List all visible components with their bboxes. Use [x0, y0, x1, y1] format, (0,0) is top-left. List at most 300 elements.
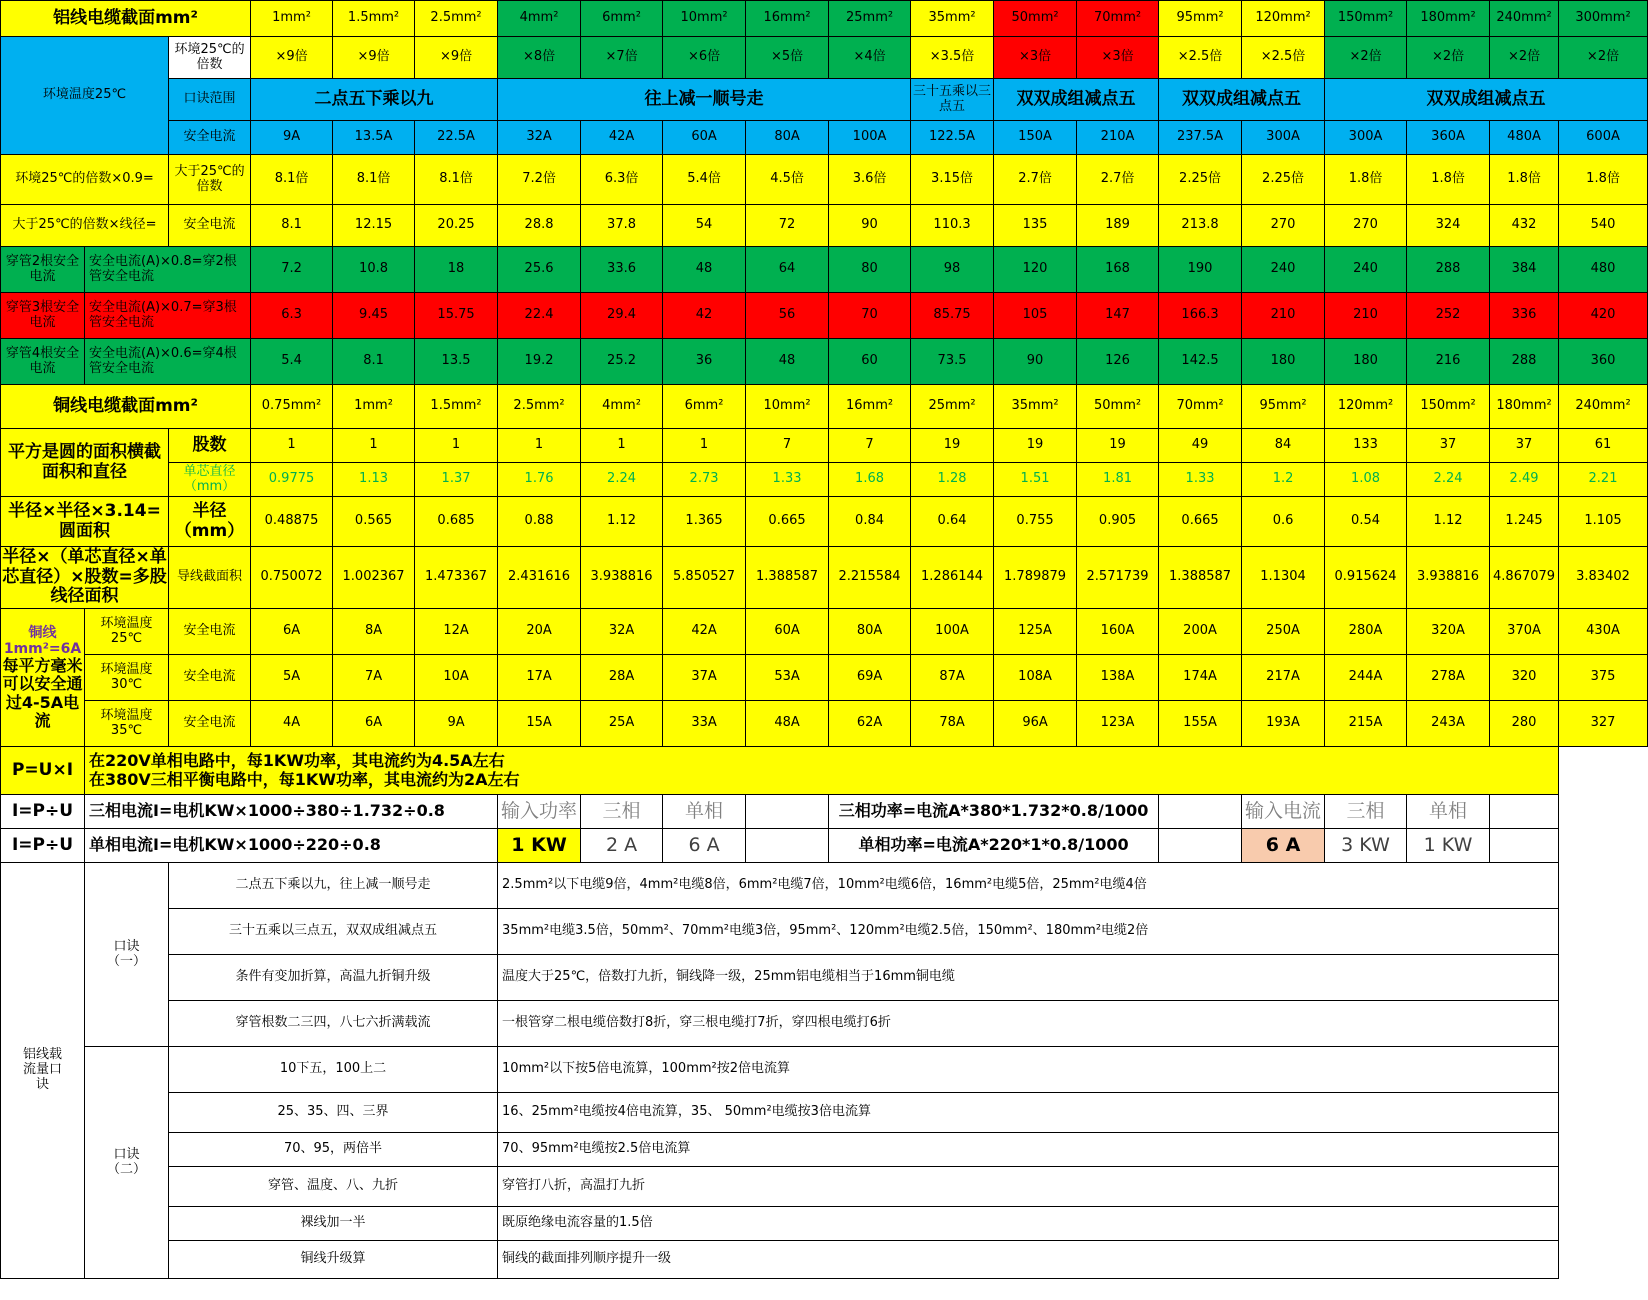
table-row	[1, 609, 1648, 655]
value-cell: 10A	[415, 655, 498, 701]
value-cell: 0.755	[994, 497, 1077, 547]
blank-cell	[1490, 829, 1559, 863]
pipe-row-label: 穿管2根安全电流	[1, 247, 85, 293]
value-cell: 7	[829, 429, 911, 463]
mult-cell: ×3倍	[1077, 37, 1159, 79]
value-cell: 5.850527	[663, 547, 746, 609]
value-cell: 180	[1242, 339, 1325, 385]
safe-current-cell: 360A	[1407, 121, 1490, 155]
value-cell: 48	[663, 247, 746, 293]
table-row	[1, 701, 1648, 747]
alu-size-cell: 6mm²	[581, 1, 663, 37]
value-cell: 84	[1242, 429, 1325, 463]
value-cell: 174A	[1159, 655, 1242, 701]
single-phase-label: 单相	[1407, 795, 1490, 829]
value-cell: 1.81	[1077, 463, 1159, 497]
value-cell: 62A	[829, 701, 911, 747]
value-cell: 90	[829, 205, 911, 247]
safe-current-cell: 32A	[498, 121, 581, 155]
value-cell: 189	[1077, 205, 1159, 247]
alu-size-cell: 4mm²	[498, 1, 581, 37]
row-sublabel: 安全电流	[169, 205, 251, 247]
blank-cell	[1159, 829, 1242, 863]
rhyme-range: 三十五乘以三点五	[911, 79, 994, 121]
cu-size-cell: 35mm²	[994, 385, 1077, 429]
value-cell: 432	[1490, 205, 1559, 247]
value-cell: 240	[1325, 247, 1407, 293]
value-cell: 36	[663, 339, 746, 385]
value-cell: 3.938816	[581, 547, 663, 609]
value-cell: 160A	[1077, 609, 1159, 655]
value-cell: 336	[1490, 293, 1559, 339]
table-row	[1, 463, 1648, 497]
table-row	[1, 1093, 1648, 1133]
area-label: 平方是圆的面积横截面积和直径	[1, 429, 169, 497]
safe-current-cell: 60A	[663, 121, 746, 155]
value-cell: 147	[1077, 293, 1159, 339]
three-phase-power-formula: 三相功率=电流A*380*1.732*0.8/1000	[829, 795, 1159, 829]
table-row	[1, 121, 1648, 155]
value-cell: 18	[415, 247, 498, 293]
value-cell: 2.24	[581, 463, 663, 497]
value-cell: 133	[1325, 429, 1407, 463]
value-cell: 19.2	[498, 339, 581, 385]
safe-current-cell: 22.5A	[415, 121, 498, 155]
cu-header-label: 铜线电缆截面mm²	[1, 385, 251, 429]
input-current-label: 输入电流	[1242, 795, 1325, 829]
value-cell: 2.49	[1490, 463, 1559, 497]
three-phase-label: 三相	[581, 795, 663, 829]
alu-size-cell: 16mm²	[746, 1, 829, 37]
rhyme-explanation: 16、25mm²电缆按4倍电流算，35、 50mm²电缆按3倍电流算	[498, 1093, 1559, 1133]
table-row	[1, 205, 1648, 247]
value-cell: 80	[829, 247, 911, 293]
table-row	[1, 909, 1648, 955]
blank-cell	[746, 829, 829, 863]
power-line-2: 在380V三相平衡电路中，每1KW功率，其电流约为2A左右	[89, 769, 520, 789]
alu-size-cell: 25mm²	[829, 1, 911, 37]
row-label: 环境25℃的倍数×0.9=	[1, 155, 169, 205]
value-cell: 6.3	[251, 293, 333, 339]
value-cell: 54	[663, 205, 746, 247]
cu-size-cell: 180mm²	[1490, 385, 1559, 429]
strands-label: 股数	[169, 429, 251, 463]
diameter-label: 单芯直径（mm）	[169, 463, 251, 497]
value-cell: 33.6	[581, 247, 663, 293]
table-row	[1, 863, 1648, 909]
single-phase-kw-result: 1 KW	[1407, 829, 1490, 863]
value-cell: 135	[994, 205, 1077, 247]
mult-cell: ×9倍	[333, 37, 415, 79]
cu-size-cell: 150mm²	[1407, 385, 1490, 429]
power-notes	[85, 747, 1559, 795]
cu-size-cell: 1.5mm²	[415, 385, 498, 429]
rhyme-key: 三十五乘以三点五，双双成组减点五	[169, 909, 498, 955]
value-cell: 72	[746, 205, 829, 247]
value-cell: 210	[1242, 293, 1325, 339]
value-cell: 0.84	[829, 497, 911, 547]
value-cell: 19	[911, 429, 994, 463]
table-row	[1, 429, 1648, 463]
rhyme-key: 铜线升级算	[169, 1241, 498, 1279]
table-row	[1, 795, 1648, 829]
value-cell: 370A	[1490, 609, 1559, 655]
value-cell: 142.5	[1159, 339, 1242, 385]
pipe-row-formula: 安全电流(A)×0.7=穿3根管安全电流	[85, 293, 251, 339]
value-cell: 250A	[1242, 609, 1325, 655]
cu-size-cell: 70mm²	[1159, 385, 1242, 429]
value-cell: 200A	[1159, 609, 1242, 655]
cu-size-cell: 240mm²	[1559, 385, 1648, 429]
rhyme-key: 70、95，两倍半	[169, 1133, 498, 1167]
value-cell: 2.25倍	[1159, 155, 1242, 205]
value-cell: 2.7倍	[994, 155, 1077, 205]
blank-cell	[1159, 795, 1242, 829]
value-cell: 2.21	[1559, 463, 1648, 497]
mult-cell: ×2倍	[1325, 37, 1407, 79]
value-cell: 252	[1407, 293, 1490, 339]
safe-current-cell: 100A	[829, 121, 911, 155]
value-cell: 168	[1077, 247, 1159, 293]
value-cell: 28A	[581, 655, 663, 701]
value-cell: 48A	[746, 701, 829, 747]
value-cell: 0.665	[746, 497, 829, 547]
value-cell: 280	[1490, 701, 1559, 747]
value-cell: 70	[829, 293, 911, 339]
rhyme-key: 裸线加一半	[169, 1207, 498, 1241]
rhyme-explanation: 一根管穿二根电缆倍数打8折，穿三根电缆打7折，穿四根电缆打6折	[498, 1001, 1559, 1047]
value-cell: 288	[1490, 339, 1559, 385]
value-cell: 280A	[1325, 609, 1407, 655]
table-row	[1, 547, 1648, 609]
cu-size-cell: 2.5mm²	[498, 385, 581, 429]
value-cell: 5.4倍	[663, 155, 746, 205]
value-cell: 243A	[1407, 701, 1490, 747]
value-cell: 180	[1325, 339, 1407, 385]
alu-size-cell: 180mm²	[1407, 1, 1490, 37]
blank-cell	[1490, 795, 1559, 829]
table-row	[1, 747, 1648, 795]
value-cell: 29.4	[581, 293, 663, 339]
value-cell: 1.13	[333, 463, 415, 497]
value-cell: 25.6	[498, 247, 581, 293]
value-cell: 1	[333, 429, 415, 463]
value-cell: 244A	[1325, 655, 1407, 701]
alu-size-cell: 300mm²	[1559, 1, 1648, 37]
table-row	[1, 339, 1648, 385]
note-a: 铜线1mm²=6A	[3, 624, 82, 657]
value-cell: 1.365	[663, 497, 746, 547]
value-cell: 1.37	[415, 463, 498, 497]
value-cell: 1.12	[581, 497, 663, 547]
value-cell: 3.83402	[1559, 547, 1648, 609]
cu-size-cell: 0.75mm²	[251, 385, 333, 429]
value-cell: 1.245	[1490, 497, 1559, 547]
value-cell: 270	[1325, 205, 1407, 247]
value-cell: 15.75	[415, 293, 498, 339]
alu-size-cell: 2.5mm²	[415, 1, 498, 37]
single-phase-current-formula: 单相电流I=电机KW×1000÷220÷0.8	[85, 829, 498, 863]
value-cell: 324	[1407, 205, 1490, 247]
pui-formula: P=U×I	[1, 747, 85, 795]
value-cell: 2.24	[1407, 463, 1490, 497]
pipe-row-label: 穿管4根安全电流	[1, 339, 85, 385]
value-cell: 3.15倍	[911, 155, 994, 205]
value-cell: 60	[829, 339, 911, 385]
value-cell: 8.1	[333, 339, 415, 385]
rhyme-explanation: 铜线的截面排列顺序提升一级	[498, 1241, 1559, 1279]
table-row	[1, 1133, 1648, 1167]
mult-cell: ×3.5倍	[911, 37, 994, 79]
value-cell: 1.1304	[1242, 547, 1325, 609]
value-cell: 1.51	[994, 463, 1077, 497]
value-cell: 61	[1559, 429, 1648, 463]
rhyme-key: 10下五，100上二	[169, 1047, 498, 1093]
three-phase-current-formula: 三相电流I=电机KW×1000÷380÷1.732÷0.8	[85, 795, 498, 829]
pipe-row-formula: 安全电流(A)×0.6=穿4根管安全电流	[85, 339, 251, 385]
value-cell: 15A	[498, 701, 581, 747]
mult-cell: ×6倍	[663, 37, 746, 79]
mult-cell: ×2倍	[1559, 37, 1648, 79]
value-cell: 430A	[1559, 609, 1648, 655]
value-cell: 1.789879	[994, 547, 1077, 609]
value-cell: 4.5倍	[746, 155, 829, 205]
safe-current-cell: 122.5A	[911, 121, 994, 155]
value-cell: 1.388587	[746, 547, 829, 609]
mult-cell: ×3倍	[994, 37, 1077, 79]
value-cell: 1	[415, 429, 498, 463]
safe-current-cell: 237.5A	[1159, 121, 1242, 155]
mult-cell: ×2倍	[1407, 37, 1490, 79]
value-cell: 1	[498, 429, 581, 463]
rhyme-explanation: 70、95mm²电缆按2.5倍电流算	[498, 1133, 1559, 1167]
value-cell: 13.5	[415, 339, 498, 385]
value-cell: 126	[1077, 339, 1159, 385]
temp-label: 环境温度30℃	[85, 655, 169, 701]
alu-header-label: 铝线电缆截面mm²	[1, 1, 251, 37]
value-cell: 420	[1559, 293, 1648, 339]
rhyme-explanation: 穿管打八折，高温打九折	[498, 1167, 1559, 1207]
rhyme-range: 往上减一顺号走	[498, 79, 911, 121]
cu-size-cell: 4mm²	[581, 385, 663, 429]
single-phase-power-formula: 单相功率=电流A*220*1*0.8/1000	[829, 829, 1159, 863]
value-cell: 108A	[994, 655, 1077, 701]
table-row	[1, 1001, 1648, 1047]
pipe-row-label: 穿管3根安全电流	[1, 293, 85, 339]
rhyme-explanation: 温度大于25℃，倍数打九折，铜线降一级，25mm铝电缆相当于16mm铜电缆	[498, 955, 1559, 1001]
value-cell: 217A	[1242, 655, 1325, 701]
value-cell: 10.8	[333, 247, 415, 293]
input-power-label: 输入功率	[498, 795, 581, 829]
note-b: 每平方毫米可以安全通过4-5A电流	[2, 655, 83, 730]
value-cell: 480	[1559, 247, 1648, 293]
alu-size-cell: 150mm²	[1325, 1, 1407, 37]
table-row	[1, 247, 1648, 293]
value-cell: 37	[1490, 429, 1559, 463]
value-cell: 1.8倍	[1559, 155, 1648, 205]
value-cell: 4.867079	[1490, 547, 1559, 609]
value-cell: 8.1	[251, 205, 333, 247]
value-cell: 12.15	[333, 205, 415, 247]
value-cell: 8.1倍	[415, 155, 498, 205]
current-input-field[interactable]: 6 A	[1242, 829, 1325, 863]
value-cell: 17A	[498, 655, 581, 701]
table-row	[1, 155, 1648, 205]
value-cell: 1	[581, 429, 663, 463]
value-cell: 78A	[911, 701, 994, 747]
alu-size-cell: 10mm²	[663, 1, 746, 37]
safe-current-cell: 480A	[1490, 121, 1559, 155]
value-cell: 3.6倍	[829, 155, 911, 205]
value-cell: 8A	[333, 609, 415, 655]
value-cell: 25A	[581, 701, 663, 747]
value-cell: 9.45	[333, 293, 415, 339]
mult-cell: ×2.5倍	[1159, 37, 1242, 79]
mult-cell: ×9倍	[251, 37, 333, 79]
value-cell: 42	[663, 293, 746, 339]
value-cell: 87A	[911, 655, 994, 701]
value-cell: 1.388587	[1159, 547, 1242, 609]
cu-size-cell: 25mm²	[911, 385, 994, 429]
value-cell: 19	[994, 429, 1077, 463]
table-row	[1, 655, 1648, 701]
value-cell: 6.3倍	[581, 155, 663, 205]
value-cell: 193A	[1242, 701, 1325, 747]
rhyme-range: 双双成组减点五	[1159, 79, 1325, 121]
table-row	[1, 1, 1648, 37]
value-cell: 25.2	[581, 339, 663, 385]
value-cell: 1.8倍	[1490, 155, 1559, 205]
cu-size-cell: 10mm²	[746, 385, 829, 429]
rhyme-range: 双双成组减点五	[994, 79, 1159, 121]
copper-note	[1, 609, 85, 747]
alu-size-cell: 1.5mm²	[333, 1, 415, 37]
mult-cell: ×9倍	[415, 37, 498, 79]
value-cell: 288	[1407, 247, 1490, 293]
table-row	[1, 37, 1648, 79]
mult-cell: ×8倍	[498, 37, 581, 79]
mult-label: 环境25℃的倍数	[169, 37, 251, 79]
safe-current-cell: 300A	[1325, 121, 1407, 155]
value-cell: 5A	[251, 655, 333, 701]
value-cell: 1.473367	[415, 547, 498, 609]
value-cell: 240	[1242, 247, 1325, 293]
value-cell: 1.105	[1559, 497, 1648, 547]
value-cell: 1.28	[911, 463, 994, 497]
alu-size-cell: 70mm²	[1077, 1, 1159, 37]
rhyme-range-label: 口诀范围	[169, 79, 251, 121]
safe-current-cell: 42A	[581, 121, 663, 155]
value-cell: 22.4	[498, 293, 581, 339]
value-cell: 49	[1159, 429, 1242, 463]
value-cell: 5.4	[251, 339, 333, 385]
value-cell: 0.905	[1077, 497, 1159, 547]
rhyme-key: 二点五下乘以九，往上减一顺号走	[169, 863, 498, 909]
value-cell: 0.9775	[251, 463, 333, 497]
alu-size-cell: 240mm²	[1490, 1, 1559, 37]
rhyme-explanation: 35mm²电缆3.5倍，50mm²、70mm²电缆3倍，95mm²、120mm²电缆2.5倍，150mm²、180mm²电缆2倍	[498, 909, 1559, 955]
rhyme-key: 穿管根数二三四，八七六折满载流	[169, 1001, 498, 1047]
value-cell: 0.565	[333, 497, 415, 547]
value-cell: 37.8	[581, 205, 663, 247]
cu-size-cell: 50mm²	[1077, 385, 1159, 429]
value-cell: 1.33	[746, 463, 829, 497]
table-row	[1, 1207, 1648, 1241]
cu-size-cell: 120mm²	[1325, 385, 1407, 429]
value-cell: 90	[994, 339, 1077, 385]
table-row	[1, 1167, 1648, 1207]
value-cell: 48	[746, 339, 829, 385]
value-cell: 19	[1077, 429, 1159, 463]
value-cell: 0.750072	[251, 547, 333, 609]
safe-current-cell: 80A	[746, 121, 829, 155]
table-row	[1, 293, 1648, 339]
table-row	[1, 829, 1648, 863]
value-cell: 210	[1325, 293, 1407, 339]
blank-cell	[746, 795, 829, 829]
alu-size-cell: 120mm²	[1242, 1, 1325, 37]
value-cell: 0.88	[498, 497, 581, 547]
rhyme-explanation: 2.5mm²以下电缆9倍，4mm²电缆8倍，6mm²电缆7倍，10mm²电缆6倍，16mm²电缆5倍，25mm²电缆4倍	[498, 863, 1559, 909]
value-cell: 1.68	[829, 463, 911, 497]
value-cell: 105	[994, 293, 1077, 339]
table-row	[1, 1241, 1648, 1279]
value-cell: 7.2	[251, 247, 333, 293]
single-phase-label: 单相	[663, 795, 746, 829]
value-cell: 7.2倍	[498, 155, 581, 205]
value-cell: 155A	[1159, 701, 1242, 747]
value-cell: 125A	[994, 609, 1077, 655]
temp-label: 环境温度25℃	[85, 609, 169, 655]
value-cell: 8.1倍	[333, 155, 415, 205]
safe-current-cell: 150A	[994, 121, 1077, 155]
value-cell: 0.6	[1242, 497, 1325, 547]
row-label: 大于25℃的倍数×线径=	[1, 205, 169, 247]
cu-size-cell: 1mm²	[333, 385, 415, 429]
value-cell: 37	[1407, 429, 1490, 463]
value-cell: 1	[663, 429, 746, 463]
value-cell: 1.002367	[333, 547, 415, 609]
table-row	[1, 385, 1648, 429]
safe-current-cell: 210A	[1077, 121, 1159, 155]
power-input-field[interactable]: 1 KW	[498, 829, 581, 863]
value-cell: 2.571739	[1077, 547, 1159, 609]
safe-current-label: 安全电流	[169, 701, 251, 747]
rhyme-explanation: 10mm²以下按5倍电流算，100mm²按2倍电流算	[498, 1047, 1559, 1093]
value-cell: 1.8倍	[1407, 155, 1490, 205]
value-cell: 215A	[1325, 701, 1407, 747]
value-cell: 1.08	[1325, 463, 1407, 497]
mult-cell: ×4倍	[829, 37, 911, 79]
radius-label: 半径（mm）	[169, 497, 251, 547]
ipu-formula: I=P÷U	[1, 795, 85, 829]
value-cell: 384	[1490, 247, 1559, 293]
safe-current-cell: 13.5A	[333, 121, 415, 155]
value-cell: 2.431616	[498, 547, 581, 609]
rhyme-key: 条件有变加折算，高温九折铜升级	[169, 955, 498, 1001]
value-cell: 110.3	[911, 205, 994, 247]
cu-size-cell: 95mm²	[1242, 385, 1325, 429]
value-cell: 96A	[994, 701, 1077, 747]
radius-formula: 半径×半径×3.14=圆面积	[1, 497, 169, 547]
value-cell: 540	[1559, 205, 1648, 247]
value-cell: 0.54	[1325, 497, 1407, 547]
value-cell: 120	[994, 247, 1077, 293]
value-cell: 56	[746, 293, 829, 339]
rhyme-key: 穿管、温度、八、九折	[169, 1167, 498, 1207]
value-cell: 73.5	[911, 339, 994, 385]
section-formula: 半径×（单芯直径×单芯直径）×股数=多股线径面积	[1, 547, 169, 609]
